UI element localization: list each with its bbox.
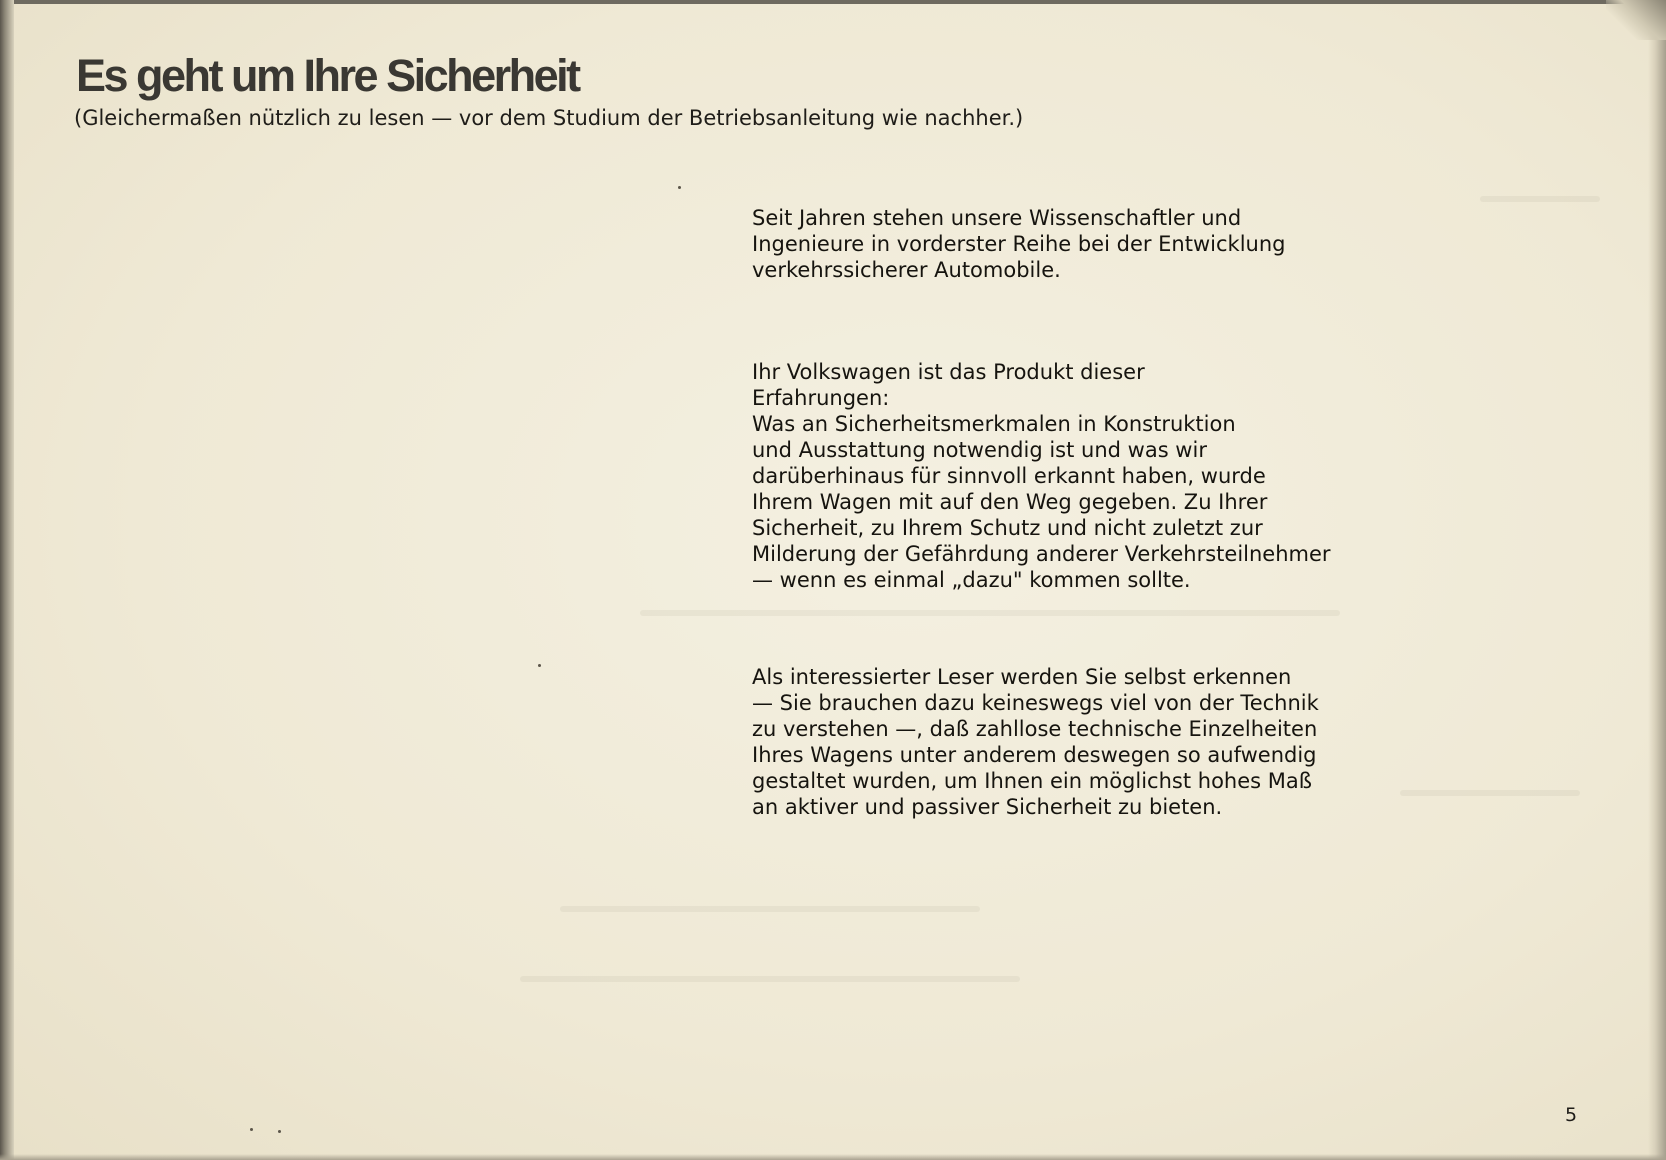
show-through-mark (560, 906, 980, 912)
paragraph-line: Milderung der Gefährdung anderer Verkehrsteilnehmer (752, 542, 1331, 566)
page-number: 5 (1565, 1104, 1578, 1126)
paper-speck (678, 186, 681, 189)
paper-speck (250, 1128, 253, 1131)
paragraph-line: an aktiver und passiver Sicherheit zu bieten. (752, 795, 1223, 819)
scan-top-edge (0, 0, 1666, 4)
paragraph-line: Ihres Wagens unter anderem deswegen so aufwendig (752, 743, 1317, 767)
paragraph-line: Sicherheit, zu Ihrem Schutz und nicht zuletzt zur (752, 516, 1263, 540)
paragraph-line: Ihr Volkswagen ist das Produkt dieser (752, 360, 1145, 384)
paragraph-line: zu verstehen —, daß zahllose technische Einzelheiten (752, 717, 1318, 741)
paragraph-volkswagen-product (752, 359, 1392, 593)
paper-speck (538, 664, 541, 667)
page-bottom-edge (0, 1154, 1666, 1160)
paragraph-research (752, 205, 1392, 283)
paragraph-line: — wenn es einmal „dazu" kommen sollte. (752, 568, 1191, 592)
paragraph-line: und Ausstattung notwendig ist und was wir (752, 438, 1207, 462)
page-title: Es geht um Ihre Sicherheit (76, 50, 579, 101)
binding-edge (0, 0, 14, 1160)
paper-speck (278, 1130, 281, 1133)
paragraph-line: Was an Sicherheitsmerkmalen in Konstruktion (752, 412, 1236, 436)
page-right-edge (1648, 0, 1666, 1160)
show-through-mark (640, 610, 1340, 616)
paragraph-line: Ingenieure in vorderster Reihe bei der Entwicklung (752, 232, 1286, 256)
paragraph-line: Als interessierter Leser werden Sie selbst erkennen (752, 665, 1292, 689)
paragraph-line: Seit Jahren stehen unsere Wissenschaftler und (752, 206, 1242, 230)
paragraph-line: gestaltet wurden, um Ihnen ein möglichst hohes Maß (752, 769, 1312, 793)
show-through-mark (1400, 790, 1580, 796)
show-through-mark (520, 976, 1020, 982)
paragraph-line: darüberhinaus für sinnvoll erkannt haben, wurde (752, 464, 1266, 488)
paragraph-reader-note (752, 664, 1392, 820)
paragraph-line: Ihrem Wagen mit auf den Weg gegeben. Zu Ihrer (752, 490, 1268, 514)
paragraph-line: — Sie brauchen dazu keineswegs viel von der Technik (752, 691, 1319, 715)
paragraph-line: Erfahrungen: (752, 386, 890, 410)
page-corner-curl (1606, 0, 1666, 40)
show-through-mark (1480, 196, 1600, 202)
page-subtitle: (Gleichermaßen nützlich zu lesen — vor dem Studium der Betriebsanleitung wie nachher.) (74, 106, 1024, 130)
paragraph-line: verkehrssicherer Automobile. (752, 258, 1061, 282)
